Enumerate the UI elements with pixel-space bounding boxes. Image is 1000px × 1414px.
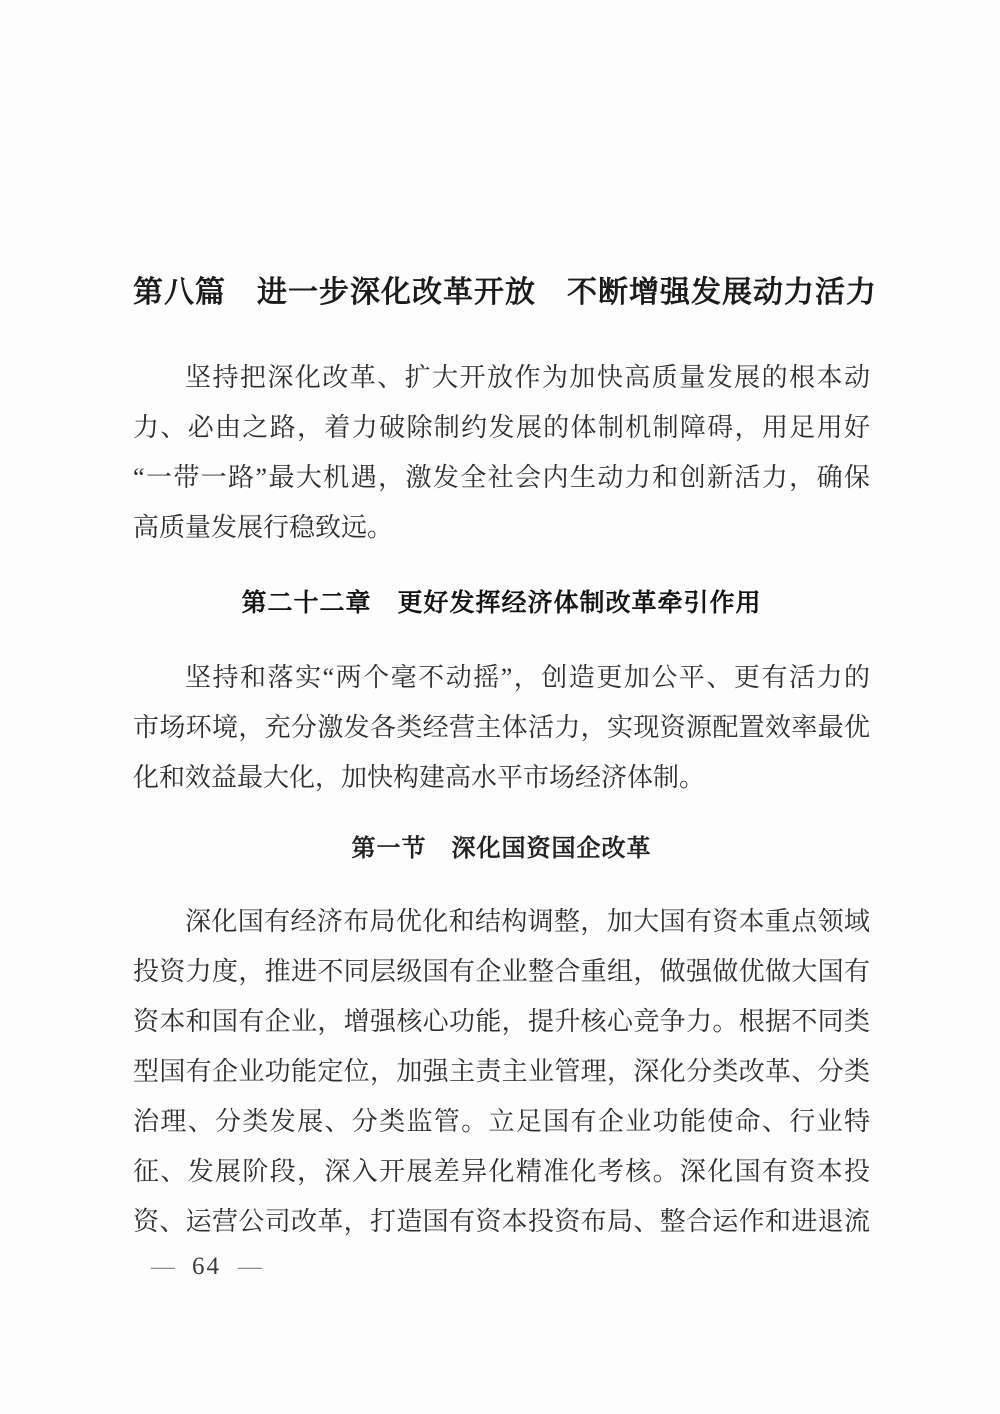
paragraph-line: 征、发展阶段，深入开展差异化精准化考核。深化国有资本投 [133,1157,870,1186]
paragraph-line: 坚持把深化改革、扩大开放作为加快高质量发展的根本动 [185,363,870,392]
footer-dash-left: — [151,1254,175,1280]
paragraph-line: 化和效益最大化，加快构建高水平市场经济体制。 [133,763,706,792]
chapter-heading: 第二十二章 更好发挥经济体制改革牵引作用 [241,589,762,617]
section-body-paragraph [133,897,870,1247]
paragraph-line: 治理、分类发展、分类监管。立足国有企业功能使命、行业特 [133,1107,870,1136]
paragraph-line: 坚持和落实“两个毫不动摇”，创造更加公平、更有活力的 [185,663,870,692]
paragraph-line: 型国有企业功能定位，加强主责主业管理，深化分类改革、分类 [133,1057,870,1086]
page-footer [151,1252,262,1282]
paragraph-line: 市场环境，充分激发各类经营主体活力，实现资源配置效率最优 [133,713,870,742]
paragraph-line: 资本和国有企业，增强核心功能，提升核心竞争力。根据不同类 [133,1007,870,1036]
paragraph-line: 深化国有经济布局优化和结构调整，加大国有资本重点领域 [185,907,870,936]
page-number: 64 [192,1253,221,1280]
paragraph-line: 高质量发展行稳致远。 [133,513,394,542]
paragraph-line: 投资力度，推进不同层级国有企业整合重组，做强做优做大国有 [133,957,870,986]
intro-paragraph [133,353,870,553]
section-heading: 第一节 深化国资国企改革 [351,836,652,862]
chapter-intro-paragraph [133,653,870,803]
part-title: 第八篇 进一步深化改革开放 不断增强发展动力活力 [133,276,877,309]
paragraph-line: “一带一路”最大机遇，激发全社会内生动力和创新活力，确保 [133,463,870,492]
footer-dash-right: — [238,1254,262,1280]
paragraph-line: 力、必由之路，着力破除制约发展的体制机制障碍，用足用好 [133,413,870,442]
paragraph-line: 资、运营公司改革，打造国有资本投资布局、整合运作和进退流 [133,1207,870,1236]
